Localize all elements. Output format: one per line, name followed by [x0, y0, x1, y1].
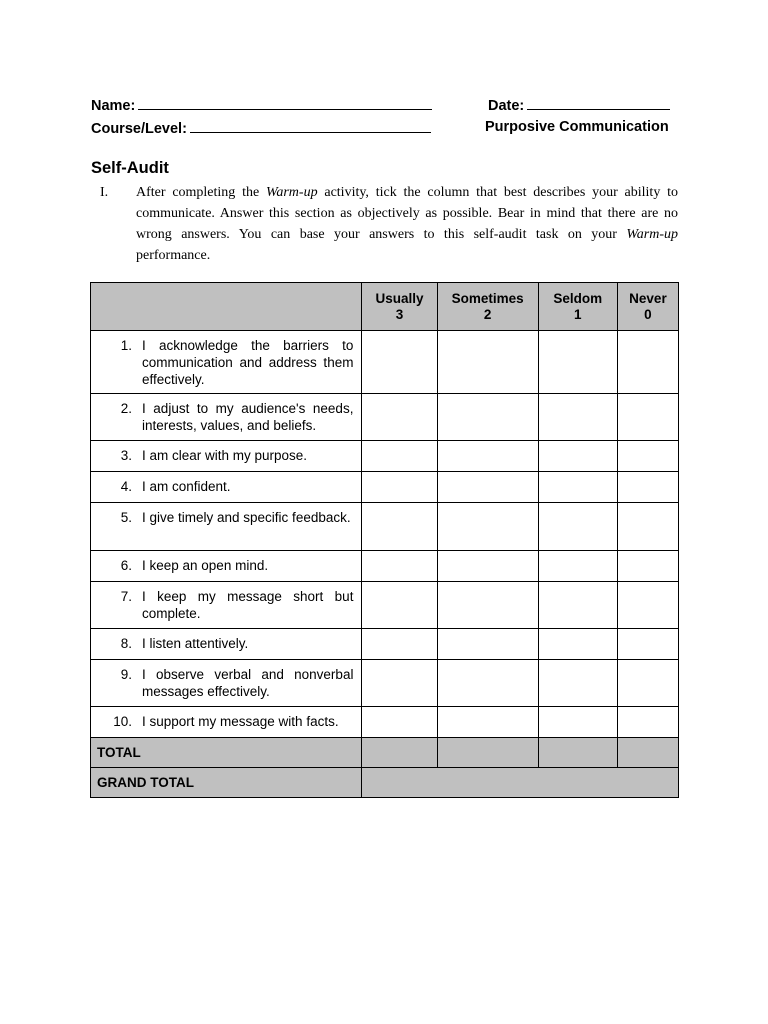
grand-total-row: [91, 768, 679, 798]
course-level-field: [91, 119, 431, 137]
table-row: [91, 707, 679, 738]
table-row: [91, 503, 679, 551]
total-label: TOTAL: [91, 738, 362, 768]
course-level-blank-line[interactable]: [190, 119, 431, 133]
statement-cell: 2. I adjust to my audience's needs, interests, values, and beliefs.: [91, 394, 362, 441]
total-cell-never[interactable]: [617, 738, 678, 768]
tick-cell-seldom[interactable]: [538, 503, 617, 551]
subject-title: Purposive Communication: [485, 119, 669, 135]
name-blank-line[interactable]: [138, 96, 432, 110]
tick-cell-never[interactable]: [617, 503, 678, 551]
date-label: Date:: [488, 98, 525, 114]
tick-cell-sometimes[interactable]: [437, 331, 538, 394]
tick-cell-sometimes[interactable]: [437, 503, 538, 551]
tick-cell-usually[interactable]: [362, 331, 437, 394]
statement-cell: 5. I give timely and specific feedback.: [91, 503, 362, 551]
total-cell-sometimes[interactable]: [437, 738, 538, 768]
total-cell-usually[interactable]: [362, 738, 437, 768]
statement-cell: 1. I acknowledge the barriers to communication and address them effectively.: [91, 331, 362, 394]
tick-cell-sometimes[interactable]: [437, 707, 538, 738]
tick-cell-never[interactable]: [617, 707, 678, 738]
tick-cell-never[interactable]: [617, 441, 678, 472]
table-row: [91, 472, 679, 503]
tick-cell-sometimes[interactable]: [437, 472, 538, 503]
column-header-sometimes: Sometimes 2: [437, 283, 538, 331]
tick-cell-usually[interactable]: [362, 582, 437, 629]
statement-cell: 10. I support my message with facts.: [91, 707, 362, 738]
date-field: [488, 96, 670, 114]
table-row: [91, 441, 679, 472]
tick-cell-sometimes[interactable]: [437, 660, 538, 707]
column-header-seldom: Seldom 1: [538, 283, 617, 331]
tick-cell-never[interactable]: [617, 394, 678, 441]
table-row: [91, 331, 679, 394]
date-blank-line[interactable]: [527, 96, 670, 110]
instruction-block: [100, 182, 678, 266]
tick-cell-seldom[interactable]: [538, 551, 617, 582]
statement-cell: 3. I am clear with my purpose.: [91, 441, 362, 472]
table-row: [91, 394, 679, 441]
instruction-number: I.: [100, 185, 109, 200]
grand-total-cell[interactable]: [362, 768, 679, 798]
statement-cell: 9. I observe verbal and nonverbal messages effectively.: [91, 660, 362, 707]
tick-cell-sometimes[interactable]: [437, 441, 538, 472]
tick-cell-never[interactable]: [617, 472, 678, 503]
section-title: Self-Audit: [91, 159, 169, 177]
statement-cell: 8. I listen attentively.: [91, 629, 362, 660]
course-level-label: Course/Level:: [91, 121, 187, 137]
tick-cell-usually[interactable]: [362, 394, 437, 441]
tick-cell-sometimes[interactable]: [437, 394, 538, 441]
tick-cell-seldom[interactable]: [538, 660, 617, 707]
header-blank-cell: [91, 283, 362, 331]
tick-cell-seldom[interactable]: [538, 582, 617, 629]
self-audit-table: [90, 282, 679, 798]
instruction-text: After completing the Warm-up activity, tick the column that best describes your ability to communicate. Answer this section as objectively as possible. Bear in mind that there are no wrong answers. You can base your answers to this self-audit task on your Warm-up performance.: [136, 185, 678, 263]
name-label: Name:: [91, 98, 136, 114]
statement-cell: 7. I keep my message short but complete.: [91, 582, 362, 629]
tick-cell-seldom[interactable]: [538, 441, 617, 472]
tick-cell-usually[interactable]: [362, 660, 437, 707]
tick-cell-usually[interactable]: [362, 472, 437, 503]
table-row: [91, 660, 679, 707]
tick-cell-never[interactable]: [617, 629, 678, 660]
total-cell-seldom[interactable]: [538, 738, 617, 768]
tick-cell-seldom[interactable]: [538, 629, 617, 660]
tick-cell-usually[interactable]: [362, 551, 437, 582]
tick-cell-sometimes[interactable]: [437, 629, 538, 660]
tick-cell-usually[interactable]: [362, 629, 437, 660]
table-header-row: [91, 283, 679, 331]
tick-cell-sometimes[interactable]: [437, 551, 538, 582]
tick-cell-usually[interactable]: [362, 441, 437, 472]
tick-cell-seldom[interactable]: [538, 331, 617, 394]
tick-cell-sometimes[interactable]: [437, 582, 538, 629]
table-row: [91, 582, 679, 629]
name-field: [91, 96, 432, 114]
total-row: [91, 738, 679, 768]
tick-cell-never[interactable]: [617, 660, 678, 707]
tick-cell-usually[interactable]: [362, 503, 437, 551]
statement-cell: 4. I am confident.: [91, 472, 362, 503]
column-header-never: Never 0: [617, 283, 678, 331]
tick-cell-seldom[interactable]: [538, 707, 617, 738]
table-row: [91, 551, 679, 582]
tick-cell-seldom[interactable]: [538, 472, 617, 503]
tick-cell-usually[interactable]: [362, 707, 437, 738]
tick-cell-never[interactable]: [617, 551, 678, 582]
tick-cell-never[interactable]: [617, 582, 678, 629]
grand-total-label: GRAND TOTAL: [91, 768, 362, 798]
table-row: [91, 629, 679, 660]
statement-cell: 6. I keep an open mind.: [91, 551, 362, 582]
tick-cell-seldom[interactable]: [538, 394, 617, 441]
column-header-usually: Usually 3: [362, 283, 437, 331]
tick-cell-never[interactable]: [617, 331, 678, 394]
